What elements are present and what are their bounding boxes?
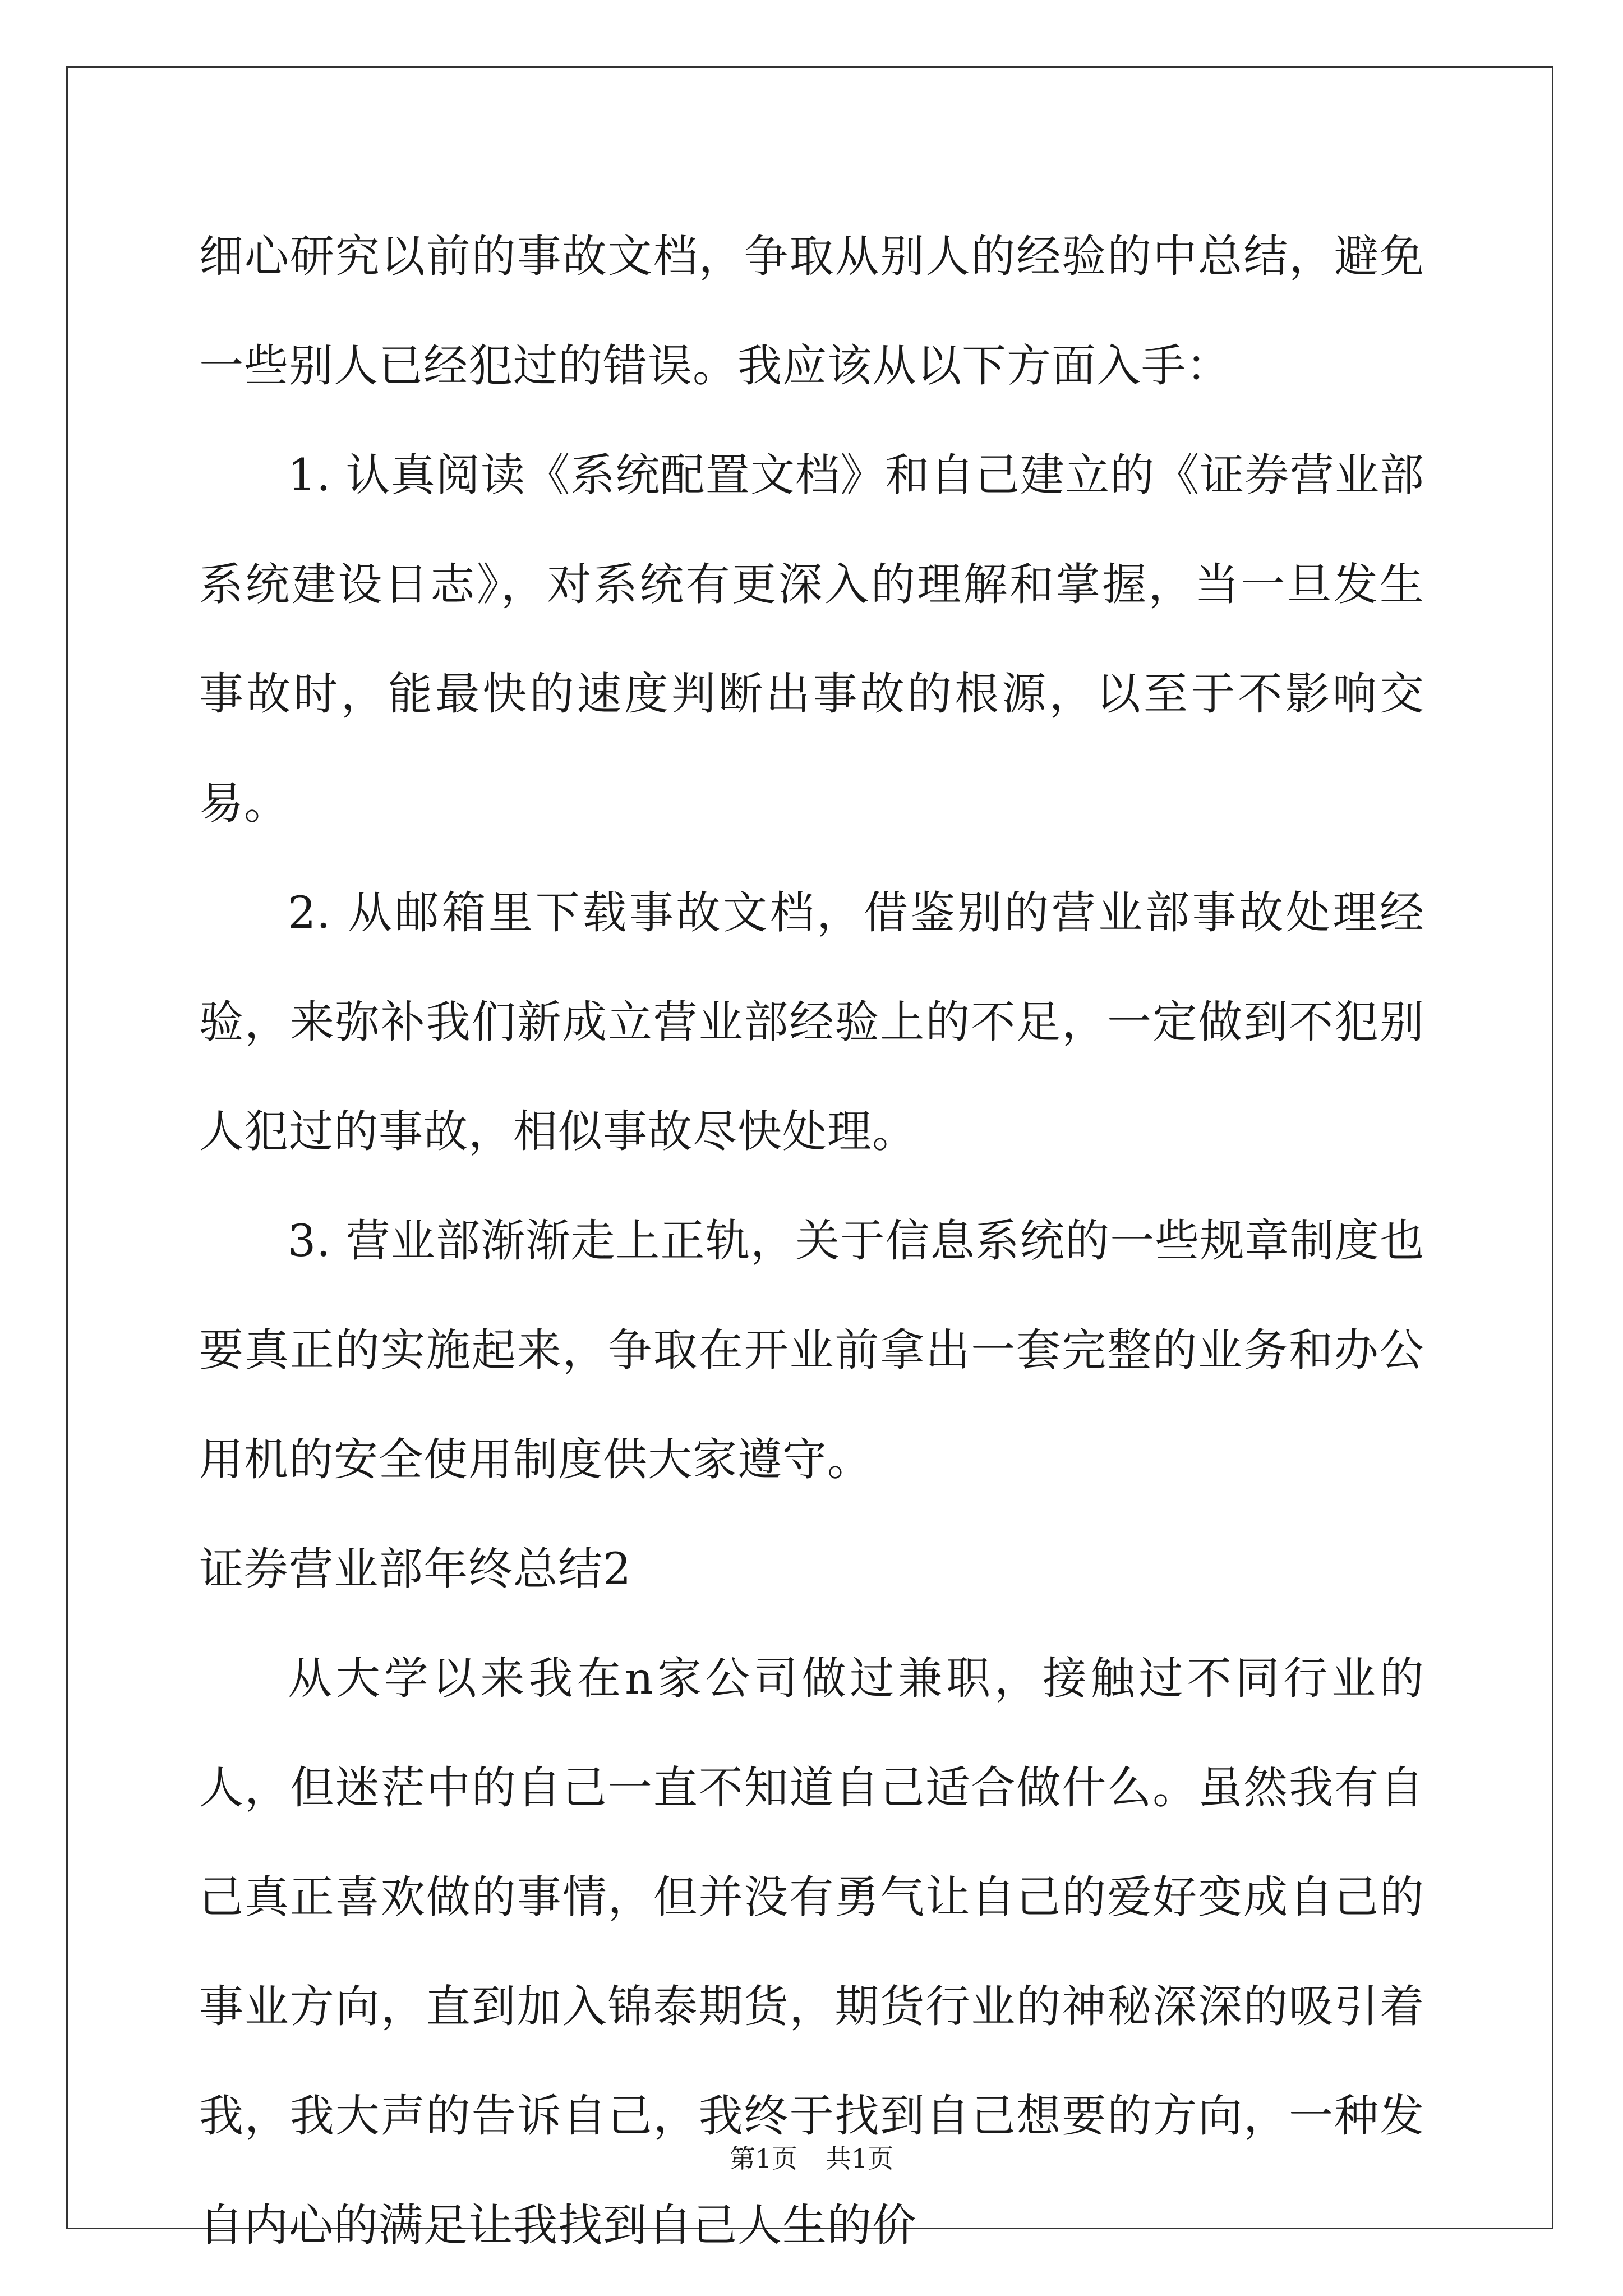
paragraph-3-list-item-2: 2. 从邮箱里下载事故文档，借鉴别的营业部事故处理经验，来弥补我们新成立营业部经验上的不足，一定做到不犯别人犯过的事故，相似事故尽快处理。: [199, 887, 1424, 1157]
page-number: 第1页: [729, 2143, 797, 2174]
page-total: 共1页: [826, 2143, 894, 2174]
paragraph-4-list-item-3: 3. 营业部渐渐走上正轨，关于信息系统的一些规章制度也要真正的实施起来，争取在开业前拿出一套完整的业务和办公用机的安全使用制度供大家遵守。: [199, 1215, 1424, 1485]
paragraph-2-list-item-1: 1. 认真阅读《系统配置文档》和自己建立的《证券营业部系统建设日志》，对系统有更深入的理解和掌握，当一旦发生事故时，能最快的速度判断出事故的根源，以至于不影响交易。: [199, 449, 1424, 829]
section-heading: 证券营业部年终总结2: [199, 1543, 632, 1595]
document-body: [199, 202, 1424, 2280]
page-footer: [0, 2142, 1623, 2175]
paragraph-5: 从大学以来我在n家公司做过兼职，接触过不同行业的人，但迷茫中的自己一直不知道自己适合做什么。虽然我有自己真正喜欢做的事情，但并没有勇气让自己的爱好变成自己的事业方向，直到加入锦泰期货，期货行业的神秘深深的吸引着我，我大声的告诉自己，我终于找到自己想要的方向，一种发自内心的满足让我找到自己人生的价: [199, 1653, 1424, 2251]
paragraph-1: 细心研究以前的事故文档，争取从别人的经验的中总结，避免一些别人已经犯过的错误。我应该从以下方面入手：: [199, 231, 1424, 392]
